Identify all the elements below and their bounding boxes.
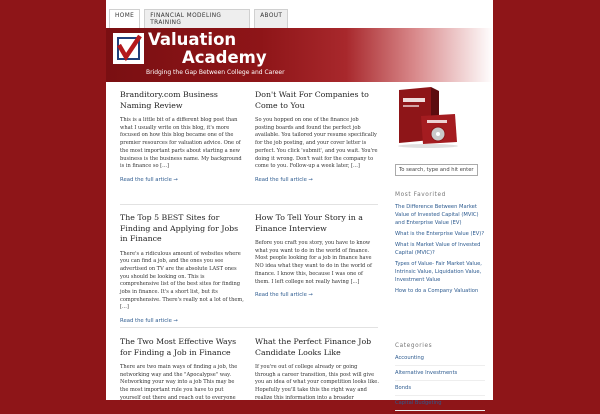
read-more-link[interactable]: Read the full article → (255, 176, 313, 183)
most-favorited-heading: Most Favorited (395, 192, 446, 198)
post-title-link[interactable]: How To Tell Your Story in a Finance Interview (255, 213, 363, 233)
category-link[interactable]: Capital Budgeting (395, 399, 485, 411)
post-card (120, 90, 244, 183)
post-title-link[interactable]: The Top 5 BEST Sites for Finding and Applying for Jobs in Finance (120, 213, 239, 243)
most-favorited-link[interactable]: The Difference Between Market Value of Invested Capital (MVIC) and Enterprise Value (EV) (395, 204, 479, 226)
site-header (106, 28, 493, 82)
categories-heading: Categories (395, 343, 433, 349)
logo-checkmark-icon[interactable] (113, 33, 144, 64)
category-link[interactable]: Bonds (395, 384, 485, 396)
site-tagline: Bridging the Gap Between College and Career (146, 69, 285, 76)
search-input[interactable]: To search, type and hit enter (395, 164, 478, 176)
product-box-image[interactable] (393, 86, 463, 148)
logo-title-line2: Academy (182, 48, 267, 67)
post-divider (120, 327, 378, 328)
post-excerpt: There are two main ways of finding a job, the networking way and the "Apocalypse" way. Networking your way into a job This may be the most important rule you have to put yourself out there and reach out to everyone (120, 364, 238, 401)
most-favorited-list (395, 203, 485, 298)
nav-item-home[interactable]: HOME (109, 9, 140, 28)
most-favorited-link[interactable]: How to do a Company Valuation (395, 288, 479, 294)
nav-item-financial-modeling-training[interactable] (144, 9, 250, 28)
read-more-link[interactable]: Read the full article → (120, 318, 178, 325)
post-excerpt: There's a ridiculous amount of websites where you can find a job, and the ones you see advertised on TV are the absolute LAST ones you should be looking on. This is comprehensive list of the best sites for finding jobs in finance. It's a short list, but its comprehensive. There's really not a lot of them, [...] (120, 250, 244, 311)
post-excerpt: If you're out of college already or going through a career transition, this post will give you an idea of what your competition looks like. Hopefully you'll take this the right way and realize this information into a broader (255, 364, 379, 401)
most-favorited-link[interactable]: What is the Enterprise Value (EV)? (395, 231, 485, 237)
post-excerpt: This is a little bit of a different blog post than what I usually write on this blog, it's more focused on how this blog became one of the premier resources for valuation advice. One of the most important parts about starting a new business is the business name. My background is in finance so [...] (120, 117, 242, 170)
post-card (120, 337, 244, 403)
read-more-link[interactable]: Read the full article → (120, 176, 178, 183)
post-title-link[interactable]: Don't Wait For Companies to Come to You (255, 90, 369, 110)
post-card (255, 213, 379, 298)
site-logo-title[interactable] (148, 31, 267, 67)
post-card (120, 213, 244, 324)
category-link[interactable]: Alternative Investments (395, 369, 485, 381)
post-title-link[interactable]: What the Perfect Finance Job Candidate Looks Like (255, 337, 372, 357)
post-title-link[interactable]: The Two Most Effective Ways for Finding a Job in Finance (120, 337, 237, 357)
post-excerpt: So you hopped on one of the finance job posting boards and found the perfect job available. You tailored your resume specifically for the job posting, and your cover letter is perfect. You click 'submit', and you wait. You're doing it wrong. Don't wait for the company to come to you. Follow-up a week later, [...] (255, 117, 378, 170)
post-title-link[interactable]: Branditory.com Business Naming Review (120, 90, 218, 110)
most-favorited-link[interactable]: Types of Value- Fair Market Value, Intrinsic Value, Liquidation Value, Investment Value (395, 261, 482, 283)
most-favorited-link[interactable]: What is Market Value of Invested Capital (MVIC)? (395, 242, 481, 256)
top-navigation (109, 9, 288, 28)
post-excerpt: Before you craft you story, you have to know what you want to do in the world of finance. Most people looking for a job in finance have NO idea what they want to do in the world of finance. I know this, because I was one of them. I left college not really having [...] (255, 240, 372, 285)
read-more-link[interactable]: Read the full article → (255, 292, 313, 299)
post-card (255, 90, 379, 183)
logo-title-line1: Valuation (148, 30, 237, 49)
category-link[interactable]: Accounting (395, 354, 485, 366)
page-container (106, 0, 493, 406)
categories-list (395, 354, 485, 414)
nav-item-label: FINANCIAL MODELING TRAINING (150, 13, 222, 26)
post-divider (120, 204, 378, 205)
post-card (255, 337, 379, 403)
nav-item-about[interactable]: ABOUT (254, 9, 288, 28)
